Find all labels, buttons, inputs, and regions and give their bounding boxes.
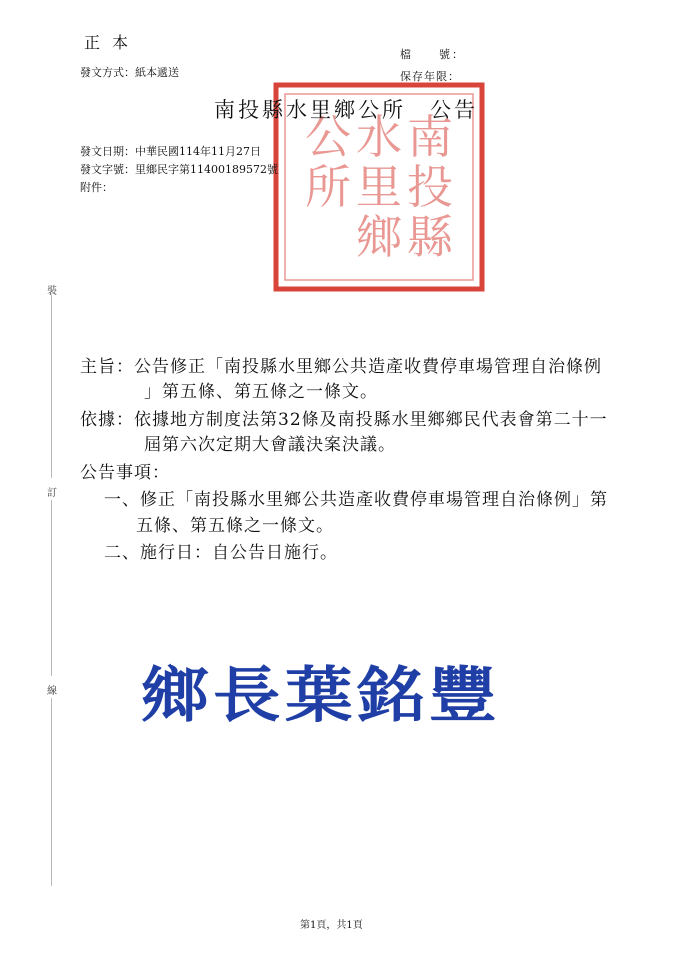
binding-mark-ding: 訂 xyxy=(47,488,57,499)
basis-line-2: 屆第六次定期大會議決案決議。 xyxy=(144,435,396,455)
seal-character: 鄉 xyxy=(356,210,402,264)
seal-character: 所 xyxy=(305,160,351,214)
binding-line xyxy=(51,500,52,676)
attachment-label: 附件： xyxy=(80,181,113,194)
basis-line-1: 依據：依據地方制度法第32條及南投縣水里鄉鄉民代表會第二十一 xyxy=(80,410,608,430)
announcement-items-heading: 公告事項： xyxy=(80,463,170,483)
item-1-line-1: 一、修正「南投縣水里鄉公共造產收費停車場管理自治條例」第 xyxy=(104,490,608,510)
binding-line xyxy=(51,698,52,886)
retention-period-label: 保存年限： xyxy=(400,70,460,83)
binding-mark-zhuang: 裝 xyxy=(47,286,57,297)
copy-type-label: 正本 xyxy=(84,33,141,52)
item-1-line-2: 五條、第五條之一條文。 xyxy=(136,516,334,536)
page-number: 第1頁，共1頁 xyxy=(300,920,363,931)
mayor-signature-stamp xyxy=(136,652,506,732)
seal-character: 里 xyxy=(356,160,402,214)
binding-mark-xian: 線 xyxy=(47,686,57,697)
seal-character: 南 xyxy=(407,110,453,164)
seal-character: 縣 xyxy=(407,210,453,264)
seal-characters xyxy=(305,110,454,264)
seal-character: 水 xyxy=(356,110,402,164)
signature-text: 鄉長葉銘豐 xyxy=(141,661,501,731)
binding-line xyxy=(51,295,52,478)
document-number: 發文字號：里鄉民字第11400189572號 xyxy=(80,163,278,176)
subject-line-1: 主旨：公告修正「南投縣水里鄉公共造產收費停車場管理自治條例 xyxy=(80,357,602,377)
seal-character: 投 xyxy=(407,160,453,214)
seal-character: 公 xyxy=(305,110,351,164)
notice-title: 南投縣水里鄉公所 公告 xyxy=(214,98,478,122)
issue-date: 發文日期：中華民國114年11月27日 xyxy=(80,145,261,158)
subject-line-2: 」第五條、第五條之一條文。 xyxy=(144,382,378,402)
file-number-label: 檔 號： xyxy=(400,48,465,61)
send-mode: 發文方式：紙本遞送 xyxy=(80,66,179,79)
item-2: 二、施行日：自公告日施行。 xyxy=(104,543,338,563)
